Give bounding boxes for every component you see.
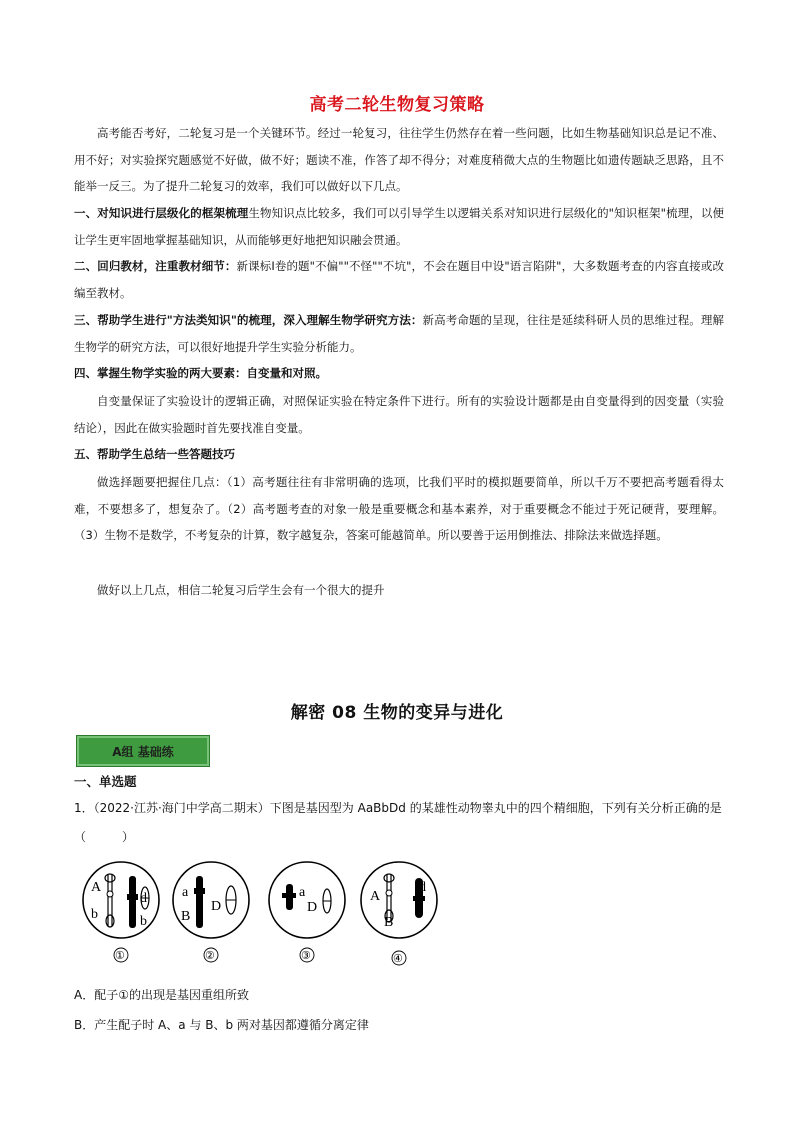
cell-2-label-a: a (182, 885, 189, 900)
strategy-intro: 高考能否考好，二轮复习是一个关键环节。经过一轮复习，往往学生仍然存在着一些问题，比如生物基础知识总是记不准、用不好；对实验探究题感觉不好做，做不好；题读不准，作答了却不得分；对难度稍微大点的生物题比如遗传题缺乏思路，且不能举一反三。为了提升二轮复习的效率，我们可以做好以下几点。 (74, 126, 724, 194)
item-1-body: 生物知识点比较多，我们可以引导学生以逻辑关系对知识进行层级化的"知识框架"梳理，以便让学生更牢固地掌握基础知识，从而能够更好地把知识融会贯通。 (74, 206, 725, 247)
item-3-heading: 三、帮助学生进行"方法类知识"的梳理，深入理解生物学研究方法： (74, 313, 423, 327)
item-3-body: 新高考命题的呈现，往往是延续科研人员的思维过程。理解生物学的研究方法，可以很好地提升学生实验分析能力。 (74, 313, 725, 354)
item-5-detail: 做选择题要把握住几点：（1）高考题往往有非常明确的选项，比我们平时的模拟题要简单，所以千万不要把高考题看得太难，不要想多了，想复杂了。（2）高考题考查的对象一般是重要概念和基本素养，对于重要概念不能过于死记硬背，要理解。（3）生物不是数学，不考复杂的计算，数字越复杂，答案可能越简单。所以要善于运用倒推法、排除法来做选择题。 (74, 475, 724, 543)
cell-1-label-b2: b (140, 914, 147, 929)
cell-2-label-B: B (181, 909, 191, 924)
cell-4-label-A: A (370, 889, 381, 904)
strategy-item-5 (74, 441, 724, 468)
cell-3-label-D: D (307, 900, 318, 915)
strategy-item-2 (74, 253, 724, 306)
group-tag: A组 基础练 (76, 735, 210, 767)
cell-4-label-B: B (384, 915, 394, 930)
cell-1-label-A: A (91, 880, 102, 895)
sperm-cell-4 (361, 862, 437, 965)
sperm-cell-1 (83, 862, 159, 962)
cell-4-label-d: d (419, 880, 426, 895)
question-type-heading: 一、单选题 (74, 774, 137, 789)
sperm-cell-2 (173, 862, 249, 962)
question-1-stem: 1．（2022·江苏·海门中学高二期末）下图是基因型为 AaBbDd 的某雄性动物睾丸中的四个精细胞，下列有关分析正确的是（ ） (74, 801, 722, 844)
cell-2-number: ② (205, 950, 215, 962)
cell-3-label-a: a (299, 885, 306, 900)
strategy-title: 高考二轮生物复习策略 (309, 95, 485, 115)
sperm-cell-3 (269, 862, 345, 962)
question-1-figure (74, 858, 454, 970)
cell-1-label-b: b (91, 907, 98, 922)
item-4-detail: 自变量保证了实验设计的逻辑正确，对照保证实验在特定条件下进行。所有的实验设计题都是由自变量得到的因变量（实验结论），因此在做实验题时首先要找准自变量。 (74, 394, 724, 435)
option-b[interactable]: B．产生配子时 A、a 与 B、b 两对基因都遵循分离定律 (74, 1018, 369, 1032)
item-2-body: 新课标Ⅰ卷的题"不偏""不怪""不坑"，不会在题目中设"语言陷阱"，大多数题考查的内容直接或改编至教材。 (74, 259, 724, 300)
item-2-heading: 二、回归教材，注重教材细节： (74, 259, 237, 273)
strategy-item-3 (74, 307, 724, 360)
strategy-closing: 做好以上几点，相信二轮复习后学生会有一个很大的提升 (97, 583, 385, 597)
item-4-heading: 四、掌握生物学实验的两大要素：自变量和对照。 (74, 366, 327, 380)
cell-2-label-D: D (211, 899, 222, 914)
cell-1-label-d: d (140, 891, 147, 906)
item-1-heading: 一、对知识进行层级化的框架梳理 (74, 206, 249, 220)
cell-4-number: ④ (393, 953, 403, 965)
strategy-item-4 (74, 360, 724, 387)
cell-1-number: ① (115, 950, 125, 962)
section-title: 解密 08 生物的变异与进化 (290, 703, 504, 723)
strategy-item-1 (74, 200, 724, 253)
cell-3-number: ③ (301, 950, 311, 962)
option-a[interactable]: A．配子①的出现是基因重组所致 (74, 988, 249, 1002)
item-5-heading: 五、帮助学生总结一些答题技巧 (74, 447, 235, 461)
